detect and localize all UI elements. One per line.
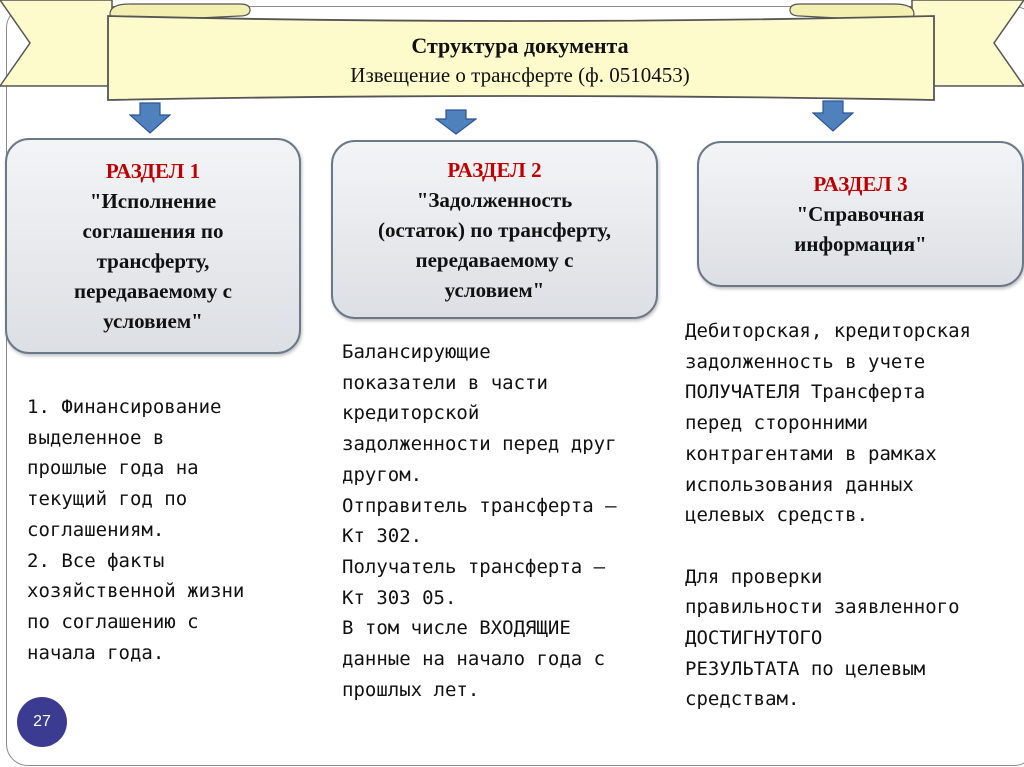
banner-text xyxy=(110,22,930,98)
page-title: Структура документа xyxy=(411,33,629,58)
section-1-box xyxy=(5,138,301,354)
section-2-box xyxy=(331,140,658,319)
section-3-heading: РАЗДЕЛ 3 xyxy=(813,172,908,196)
arrow-down-icon xyxy=(812,100,854,132)
section-3-body: Дебиторская, кредиторская задолженность в учете ПОЛУЧАТЕЛЯ Трансферта перед сторонними контрагентами в рамках использования данных целевых средств. Для проверки правильности заявленного ДОСТИГНУТОГО РЕЗУЛЬТАТА по целевым средствам. xyxy=(685,320,971,711)
section-1-body: 1. Финансирование выделенное в прошлые года на текущий год по соглашениям. 2. Все факты хозяйственной жизни по соглашению с начала года. xyxy=(27,396,245,664)
section-1-heading: РАЗДЕЛ 1 xyxy=(105,159,201,183)
section-1-title: "Исполнение соглашения по трансферту, передаваемому с условием" xyxy=(74,189,232,333)
arrow-down-icon xyxy=(435,109,477,135)
section-2-heading: РАЗДЕЛ 2 xyxy=(447,157,542,182)
section-3-box xyxy=(697,141,1024,287)
page-subtitle: Извещение о трансферте (ф. 0510453) xyxy=(350,63,690,87)
section-3-title: "Справочная информация" xyxy=(794,202,927,256)
arrow-down-icon xyxy=(129,102,171,134)
page-number-badge: 27 xyxy=(17,697,67,747)
section-2-body: Балансирующие показатели в части кредиторской задолженности перед друг другом. Отправитель трансферта – Кт 302. Получатель трансферта – Кт 303 05. В том числе ВХОДЯЩИЕ данные на начало года с прошлых лет. xyxy=(342,341,617,701)
section-2-title: "Задолженность (остаток) по трансферту, передаваемому с условием" xyxy=(378,187,611,302)
